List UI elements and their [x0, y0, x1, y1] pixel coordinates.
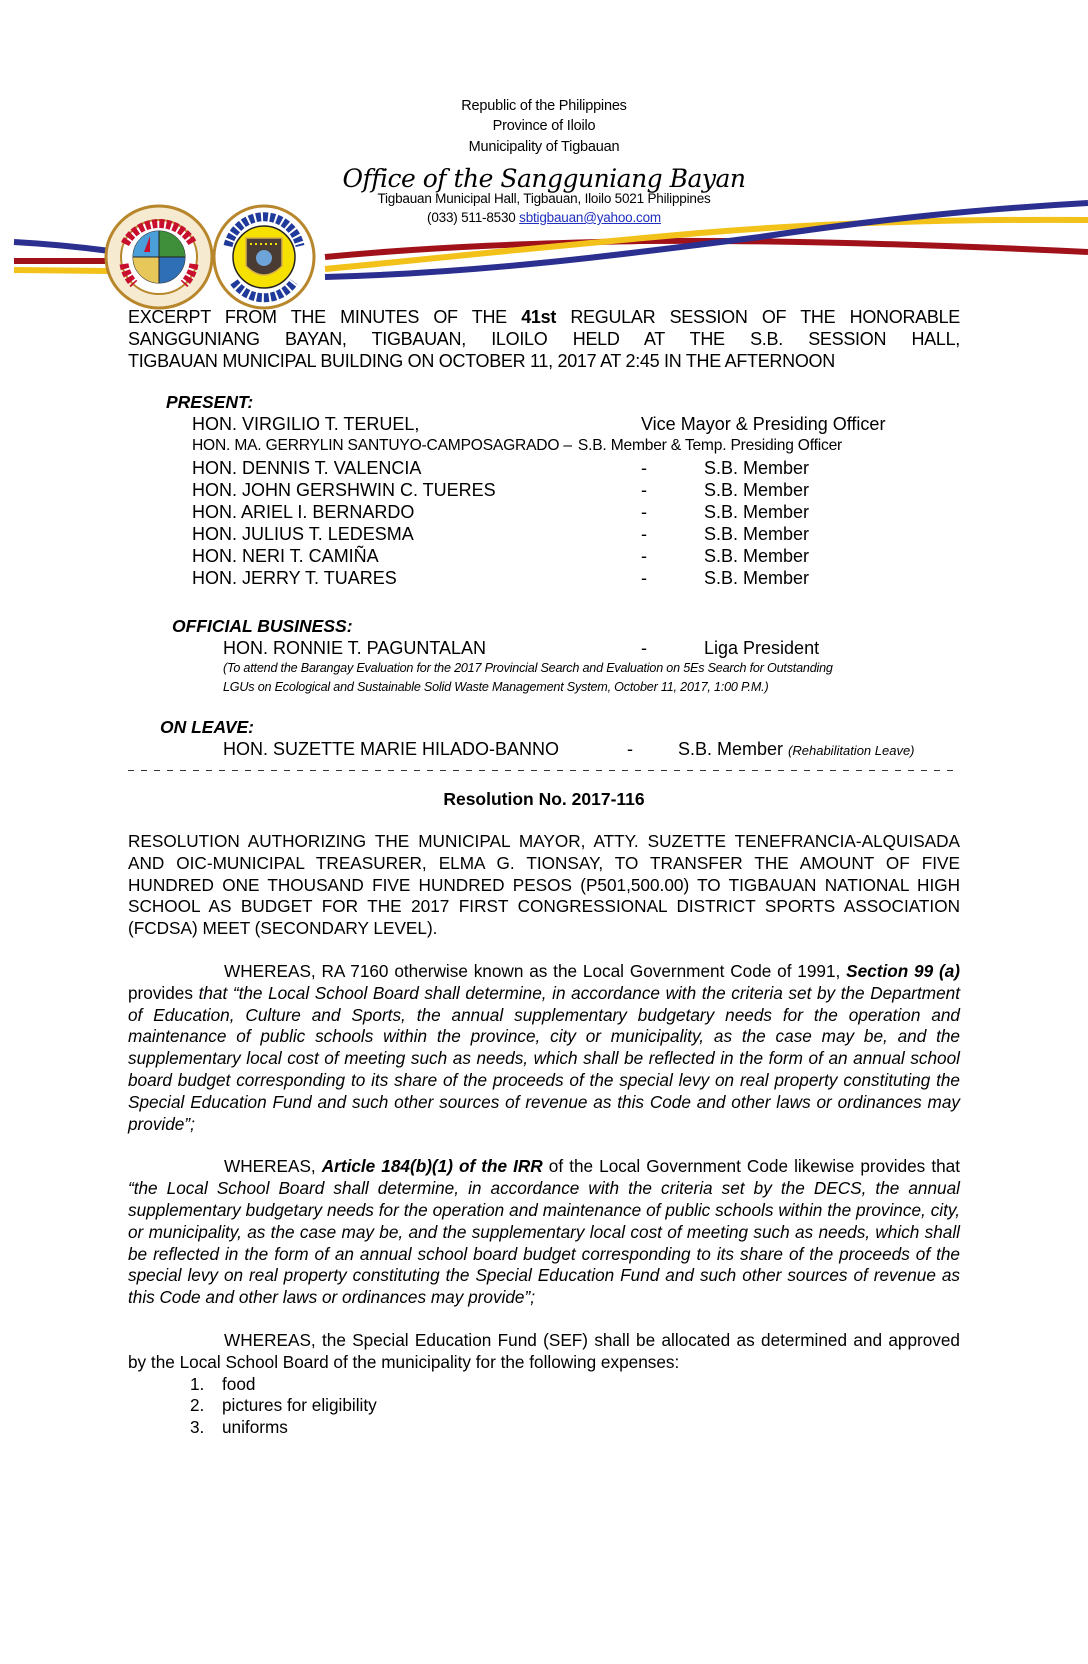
ribbon-blue-left	[14, 242, 110, 251]
member-row: HON. JOHN GERSHWIN C. TUERES - S.B. Member	[192, 480, 810, 500]
official-business-heading: OFFICIAL BUSINESS:	[172, 616, 353, 636]
leave-note: (Rehabilitation Leave)	[788, 743, 915, 758]
ribbon-yellow-left	[14, 270, 110, 271]
on-leave-block	[223, 738, 983, 762]
office-title: Office of the Sangguniang Bayan	[342, 164, 746, 193]
session-number: 41st	[521, 307, 557, 327]
official-business-row: HON. RONNIE T. PAGUNTALAN - Liga President	[223, 638, 820, 658]
member-row: HON. JULIUS T. LEDESMA - S.B. Member	[192, 524, 810, 544]
letterhead	[0, 0, 1088, 300]
resolution-title: RESOLUTION AUTHORIZING THE MUNICIPAL MAYOR, ATTY. SUZETTE TENEFRANCIA-ALQUISADA AND OIC-MUNICIPAL TREASURER, ELMA G. TIONSAY, TO TRANSFER THE AMOUNT OF FIVE HUNDRED ONE THOUSAND FIVE HUNDRED PESOS (P501,500.00) TO TIGBAUAN NATIONAL HIGH SCHOOL AS BUDGET FOR THE 2017 FIRST CONGRESSIONAL DISTRICT SPORTS ASSOCIATION (FCDSA) MEET (SECONDARY LEVEL).	[128, 831, 960, 939]
member-row: HON. NERI T. CAMIÑA - S.B. Member	[192, 546, 810, 566]
whereas-clause-2: WHEREAS, Article 184(b)(1) of the IRR of the Local Government Code likewise provides that “the Local School Board shall determine, in accordance with the criteria set by the DECS, the annual supplementary budgetary needs for the operation and maintenance of public schools within the province, city, or municipality, as the case may be, and the supplementary local cost of meeting such as needs, which shall be reflected in the form of an annual school board budget corresponding to its share of the proceeds of the special levy on real property constituting the Special Education Fund and such other sources of revenue as this Code and other laws or ordinances may provide”;	[128, 1156, 961, 1308]
member-row: HON. VIRGILIO T. TERUEL, Vice Mayor & Presiding Officer	[192, 414, 886, 434]
expenses-list	[190, 1374, 1088, 1439]
document-body	[0, 300, 1088, 1519]
member-row: HON. JERRY T. TUARES - S.B. Member	[192, 568, 810, 588]
excerpt-line-2: SANGGUNIANG BAYAN, TIGBAUAN, ILOILO HELD AT THE S.B. SESSION HALL,	[128, 329, 960, 349]
list-item: 2. pictures for eligibility	[190, 1395, 377, 1416]
member-row: HON. DENNIS T. VALENCIA - S.B. Member	[192, 458, 810, 478]
official-business-block	[223, 637, 983, 697]
present-heading: PRESENT:	[166, 392, 254, 412]
excerpt-line-3: TIGBAUAN MUNICIPAL BUILDING ON OCTOBER 11, 2017 AT 2:45 IN THE AFTERNOON	[128, 351, 835, 371]
official-business-note: (To attend the Barangay Evaluation for the 2017 Provincial Search and Evaluation on 5Es Search for Outstanding LGUs on Ecological and Sustainable Solid Waste Management System, October 11, 2017, 1:00 P.M.)	[223, 661, 833, 694]
municipality-seal	[104, 204, 214, 310]
email-link[interactable]: sbtigbauan@yahoo.com	[519, 210, 661, 225]
member-row: HON. ARIEL I. BERNARDO - S.B. Member	[192, 502, 810, 522]
letterhead-province: Province of Iloilo	[492, 118, 596, 134]
list-item: 3. uniforms	[190, 1417, 288, 1438]
letterhead-address: Tigbauan Municipal Hall, Tigbauan, Iloilo 5021 Philippines	[377, 191, 711, 206]
article-reference: Article 184(b)(1) of the IRR	[321, 1156, 543, 1177]
letterhead-municipality: Municipality of Tigbauan	[468, 139, 620, 155]
resolution-number: Resolution No. 2017-116	[443, 789, 645, 809]
whereas-clause-3: WHEREAS, the Special Education Fund (SEF) shall be allocated as determined and approved by the Local School Board of the municipality for the following expenses:	[128, 1329, 960, 1372]
phone-number: (033) 511-8530	[427, 210, 516, 225]
member-row: HON. MA. GERRYLIN SANTUYO-CAMPOSAGRADO – S.B. Member & Temp. Presiding Officer	[192, 437, 843, 454]
letterhead-country: Republic of the Philippines	[461, 98, 627, 114]
present-list	[192, 413, 962, 589]
excerpt-heading	[128, 300, 960, 372]
list-item: 1. food	[190, 1373, 256, 1394]
on-leave-row: HON. SUZETTE MARIE HILADO-BANNO - S.B. Member (Rehabilitation Leave)	[223, 739, 915, 759]
separator-dashes	[128, 770, 960, 772]
excerpt-line-1: EXCERPT FROM THE MINUTES OF THE 41st REGULAR SESSION OF THE HONORABLE	[128, 307, 960, 327]
section-reference: Section 99 (a)	[846, 960, 960, 981]
whereas-clause-1: WHEREAS, RA 7160 otherwise known as the Local Government Code of 1991, Section 99 (a) provides that “the Local School Board shall determine, in accordance with the criteria set by the Department of Education, Culture and Sports, the annual supplementary budgetary needs for the operation and maintenance of public schools within the province, city or municipality, as the case may be, and the supplementary local cost of meeting such as needs, which shall be reflected in the form of an annual school board budget corresponding to its share of the proceeds of the special levy on real property constituting the Special Education Fund and such other sources of revenue as this Code and other laws or ordinances may provide”;	[128, 960, 960, 1134]
on-leave-heading: ON LEAVE:	[160, 717, 254, 737]
sangguniang-bayan-seal	[212, 204, 316, 310]
